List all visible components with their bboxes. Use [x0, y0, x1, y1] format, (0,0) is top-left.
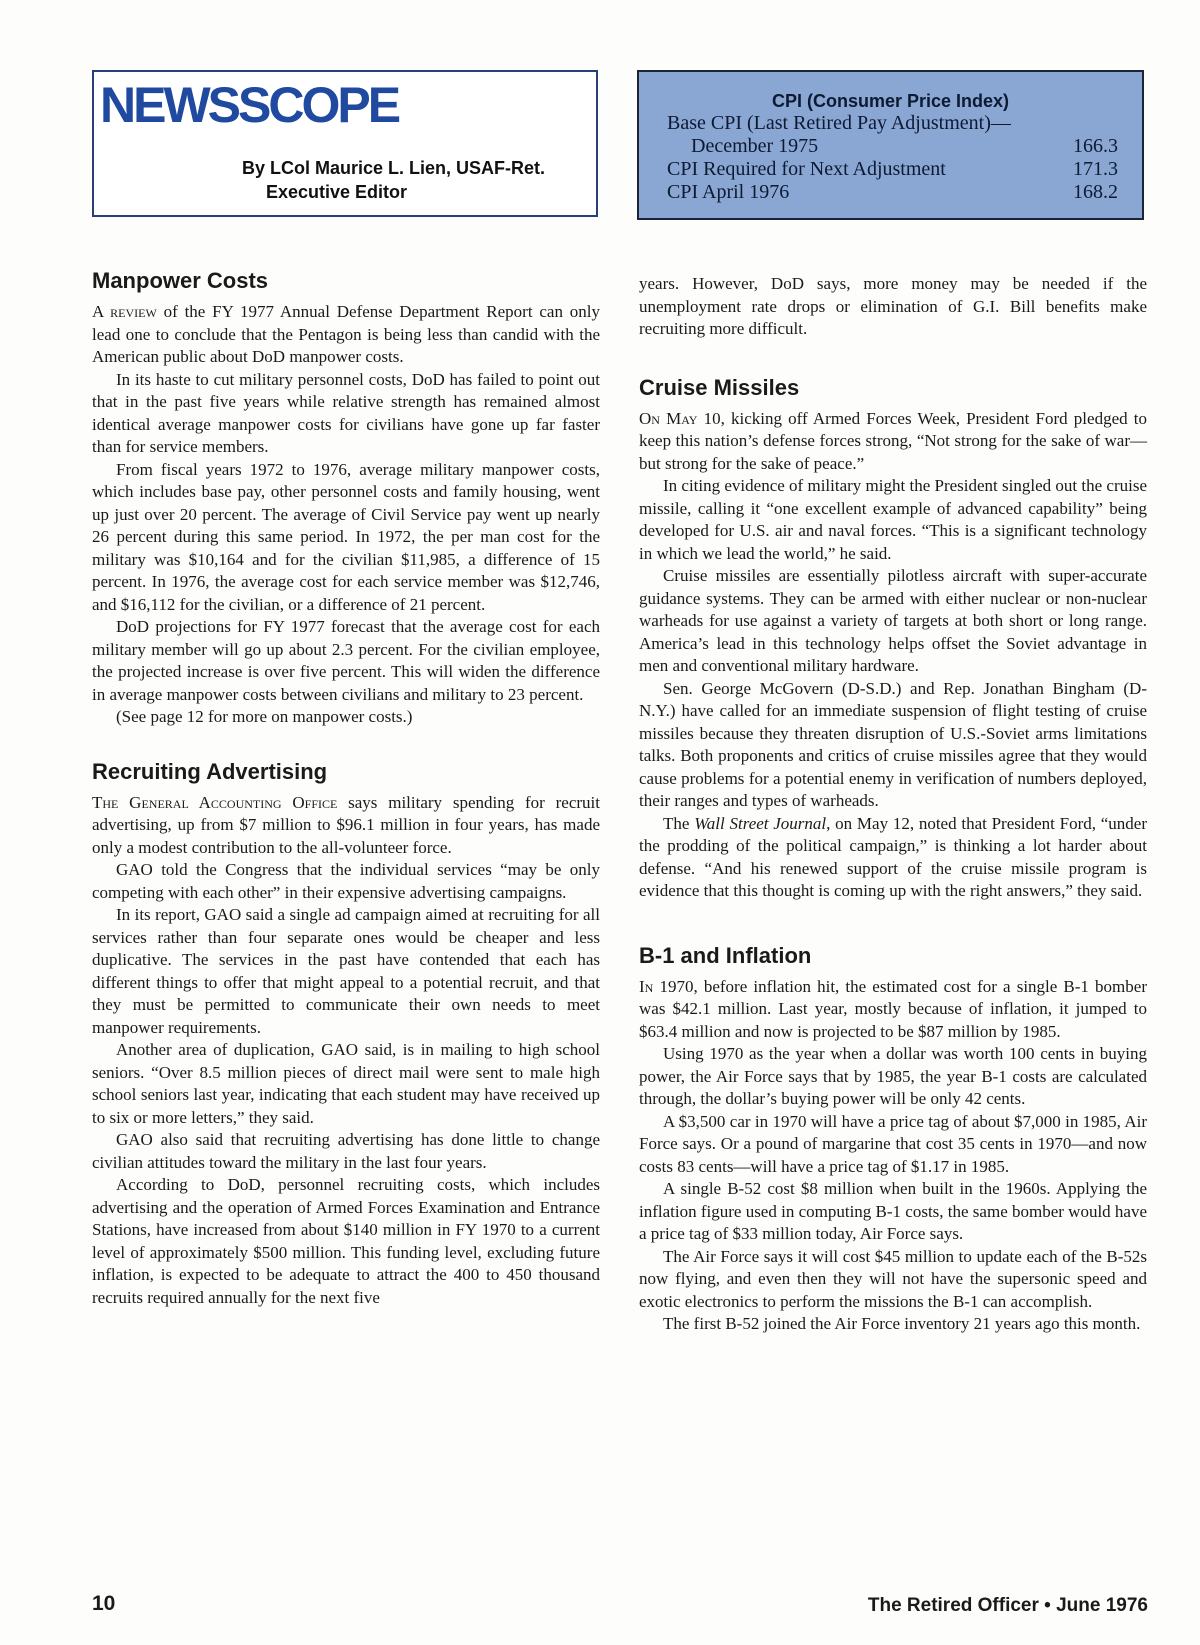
lead-in: The General Accounting Office	[92, 792, 338, 812]
cpi-row-base	[639, 112, 1142, 135]
lead-in: On May 10,	[639, 408, 725, 428]
cpi-required-value: 171.3	[1073, 158, 1118, 180]
cpi-april-label: CPI April 1976	[667, 181, 790, 203]
left-column	[92, 268, 600, 1309]
paragraph: DoD projections for FY 1977 forecast that the average cost for each military member will go up about 2.3 percent. For the civilian employee, the projected increase is over five percent. This will widen the difference in average manpower costs between civilians and military to 23 percent.	[92, 617, 600, 704]
paragraph: Cruise missiles are essentially pilotless aircraft with super-accurate guidance systems. They can be armed with either nuclear or non-nuclear warheads for use against a variety of targets at both short or long range. America’s lead in this technology helps offset the Soviet advantage in men and conventional military hardware.	[639, 566, 1147, 675]
paragraph	[639, 408, 1147, 476]
paragraph: The first B-52 joined the Air Force inventory 21 years ago this month.	[663, 1314, 1141, 1333]
paragraph: In citing evidence of military might the President singled out the cruise missile, calling it “one excellent example of advanced capability” being developed for U.S. air and naval forces. “This is a significant technology in which we lead the world,” he said.	[639, 476, 1147, 563]
paragraph: GAO told the Congress that the individual services “may be only competing with each other” in their expensive advertising campaigns.	[92, 860, 600, 902]
paragraph	[92, 301, 600, 369]
paragraph: GAO also said that recruiting advertising has done little to change civilian attitudes toward the military in the last four years.	[92, 1130, 600, 1172]
byline-role: Executive Editor	[266, 182, 408, 202]
paragraph-text: of the FY 1977 Annual Defense Department Report can only lead one to conclude that the Pentagon is being less than candid with the American public about DoD manpower costs.	[92, 302, 600, 366]
article-cruise-missiles	[639, 375, 1147, 903]
paragraph	[639, 813, 1147, 903]
cpi-april-value: 168.2	[1073, 181, 1118, 203]
paragraph: Using 1970 as the year when a dollar was worth 100 cents in buying power, the Air Force says that by 1985, the year B-1 costs are calculated through, the dollar’s buying power will be only 42 cents.	[639, 1044, 1147, 1108]
cpi-base-label: Base CPI (Last Retired Pay Adjustment)—	[667, 112, 1011, 134]
paragraph-text: before inflation hit, the estimated cost for a single B-1 bomber was $42.1 million. Last year, mostly because of inflation, it jumped to $63.4 million and now is projected to be $87 million by 1985.	[639, 976, 1147, 1041]
paragraph	[92, 792, 600, 860]
cpi-row-april	[639, 181, 1142, 204]
article-recruiting-advertising	[92, 759, 600, 1310]
cpi-required-label: CPI Required for Next Adjustment	[667, 158, 946, 180]
paragraph: A single B-52 cost $8 million when built in the 1960s. Applying the inflation figure used in computing B-1 costs, the same bomber would have a price tag of $33 million today, Air Force says.	[639, 1179, 1148, 1243]
masthead-title: NEWSSCOPE	[100, 77, 399, 133]
heading-cruise-missiles: Cruise Missiles	[639, 374, 800, 400]
paragraph: The Air Force says it will cost $45 million to update each of the B-52s now flying, and even then they will not have the supersonic speed and exotic electronics to perform the missions the B-1 can accomplish.	[639, 1246, 1147, 1311]
paragraph-continued: years. However, DoD says, more money may be needed if the unemployment rate drops or elimination of G.I. Bill benefits make recruiting more difficult.	[639, 274, 1147, 338]
heading-b1-inflation: B-1 and Inflation	[639, 942, 812, 968]
heading-recruiting-advertising: Recruiting Advertising	[92, 758, 328, 784]
newsscope-masthead	[92, 70, 598, 217]
heading-manpower-costs: Manpower Costs	[92, 268, 269, 293]
cpi-base-value: 166.3	[1073, 135, 1118, 157]
paragraph-text: , on May 12, noted that President Ford, “under the prodding of the political campaign,” is thinking a lot harder about defense. “And his renewed support of the cruise missile program is evidence that this thought is coming up with the right answers,” they said.	[639, 813, 1147, 900]
paragraph-text: kicking off Armed Forces Week, President Ford pledged to keep this nation’s defense forces strong, “Not strong for the sake of war—but strong for the sake of peace.”	[639, 408, 1147, 473]
lead-in: In 1970,	[639, 976, 698, 996]
paragraph: According to DoD, personnel recruiting costs, which includes advertising and the operation of Armed Forces Examination and Entrance Stations, have increased from about $140 million in FY 1970 to a current level of approximately $500 million. This funding level, excluding future inflation, is expected to be adequate to attract the 400 to 450 thousand recruits required annually for the next five	[92, 1175, 600, 1307]
paragraph: (See page 12 for more on manpower costs.)	[116, 707, 413, 726]
cpi-box	[637, 70, 1144, 220]
paragraph: A $3,500 car in 1970 will have a price tag of about $7,000 in 1985, Air Force says. Or a pound of margarine that cost 35 cents in 1970—and now costs 83 cents—will have a price tag of $1.17 in 1985.	[639, 1111, 1147, 1176]
article-manpower-costs	[92, 268, 600, 729]
paragraph: Sen. George McGovern (D-S.D.) and Rep. Jonathan Bingham (D-N.Y.) have called for an immediate suspension of flight testing of cruise missiles because they threaten disruption of U.S.-Soviet arms limitations talks. Both proponents and critics of cruise missiles agree that they would cause problems for a potential enemy in verification of numbers deployed, their ranges and types of warheads.	[639, 678, 1147, 810]
byline-author: By LCol Maurice L. Lien, USAF-Ret.	[242, 158, 546, 178]
cpi-title: CPI (Consumer Price Index)	[771, 91, 1010, 111]
running-footer: The Retired Officer • June 1976	[867, 1595, 1148, 1616]
cpi-row-required	[639, 158, 1142, 181]
cpi-row-base-date	[639, 135, 1142, 158]
right-column	[639, 273, 1147, 1336]
paragraph	[639, 976, 1147, 1044]
paragraph: In its haste to cut military personnel costs, DoD has failed to point out that in the past five years while relative strength has remained almost identical average manpower costs for civilians have gone up far faster than for service members.	[92, 369, 600, 456]
paragraph: In its report, GAO said a single ad campaign aimed at recruiting for all services rather than four separate ones would be cheaper and less duplicative. The services in the past have contended that each has different things to offer that might appeal to a potential recruit, and that they must be permitted to communicate their own needs to meet manpower requirements.	[92, 905, 600, 1037]
cpi-base-date: December 1975	[691, 135, 819, 157]
paragraph-text: The	[663, 813, 695, 833]
page-number: 10	[92, 1592, 116, 1615]
article-b1-inflation	[639, 943, 1147, 1336]
publication-name: Wall Street Journal	[694, 813, 827, 833]
paragraph: From fiscal years 1972 to 1976, average military manpower costs, which includes base pay, other personnel costs and family housing, went up just over 20 percent. The average of Civil Service pay went up nearly 26 percent during this same period. In 1972, the per man cost for the military was $10,164 and for the civilian $11,985, a difference of 15 percent. In 1976, the average cost for each service member was $12,746, and $16,112 for the civilian, or a difference of 21 percent.	[92, 459, 600, 614]
byline	[242, 156, 545, 204]
paragraph-text: says military spending for recruit advertising, up from $7 million to $96.1 million in four years, has made only a modest contribution to the all-volunteer force.	[92, 792, 600, 857]
lead-in: A review	[92, 302, 157, 321]
paragraph: Another area of duplication, GAO said, is in mailing to high school seniors. “Over 8.5 million pieces of direct mail were sent to male high school seniors last year, indicating that each student may have received up to six or more letters,” they said.	[92, 1040, 600, 1127]
